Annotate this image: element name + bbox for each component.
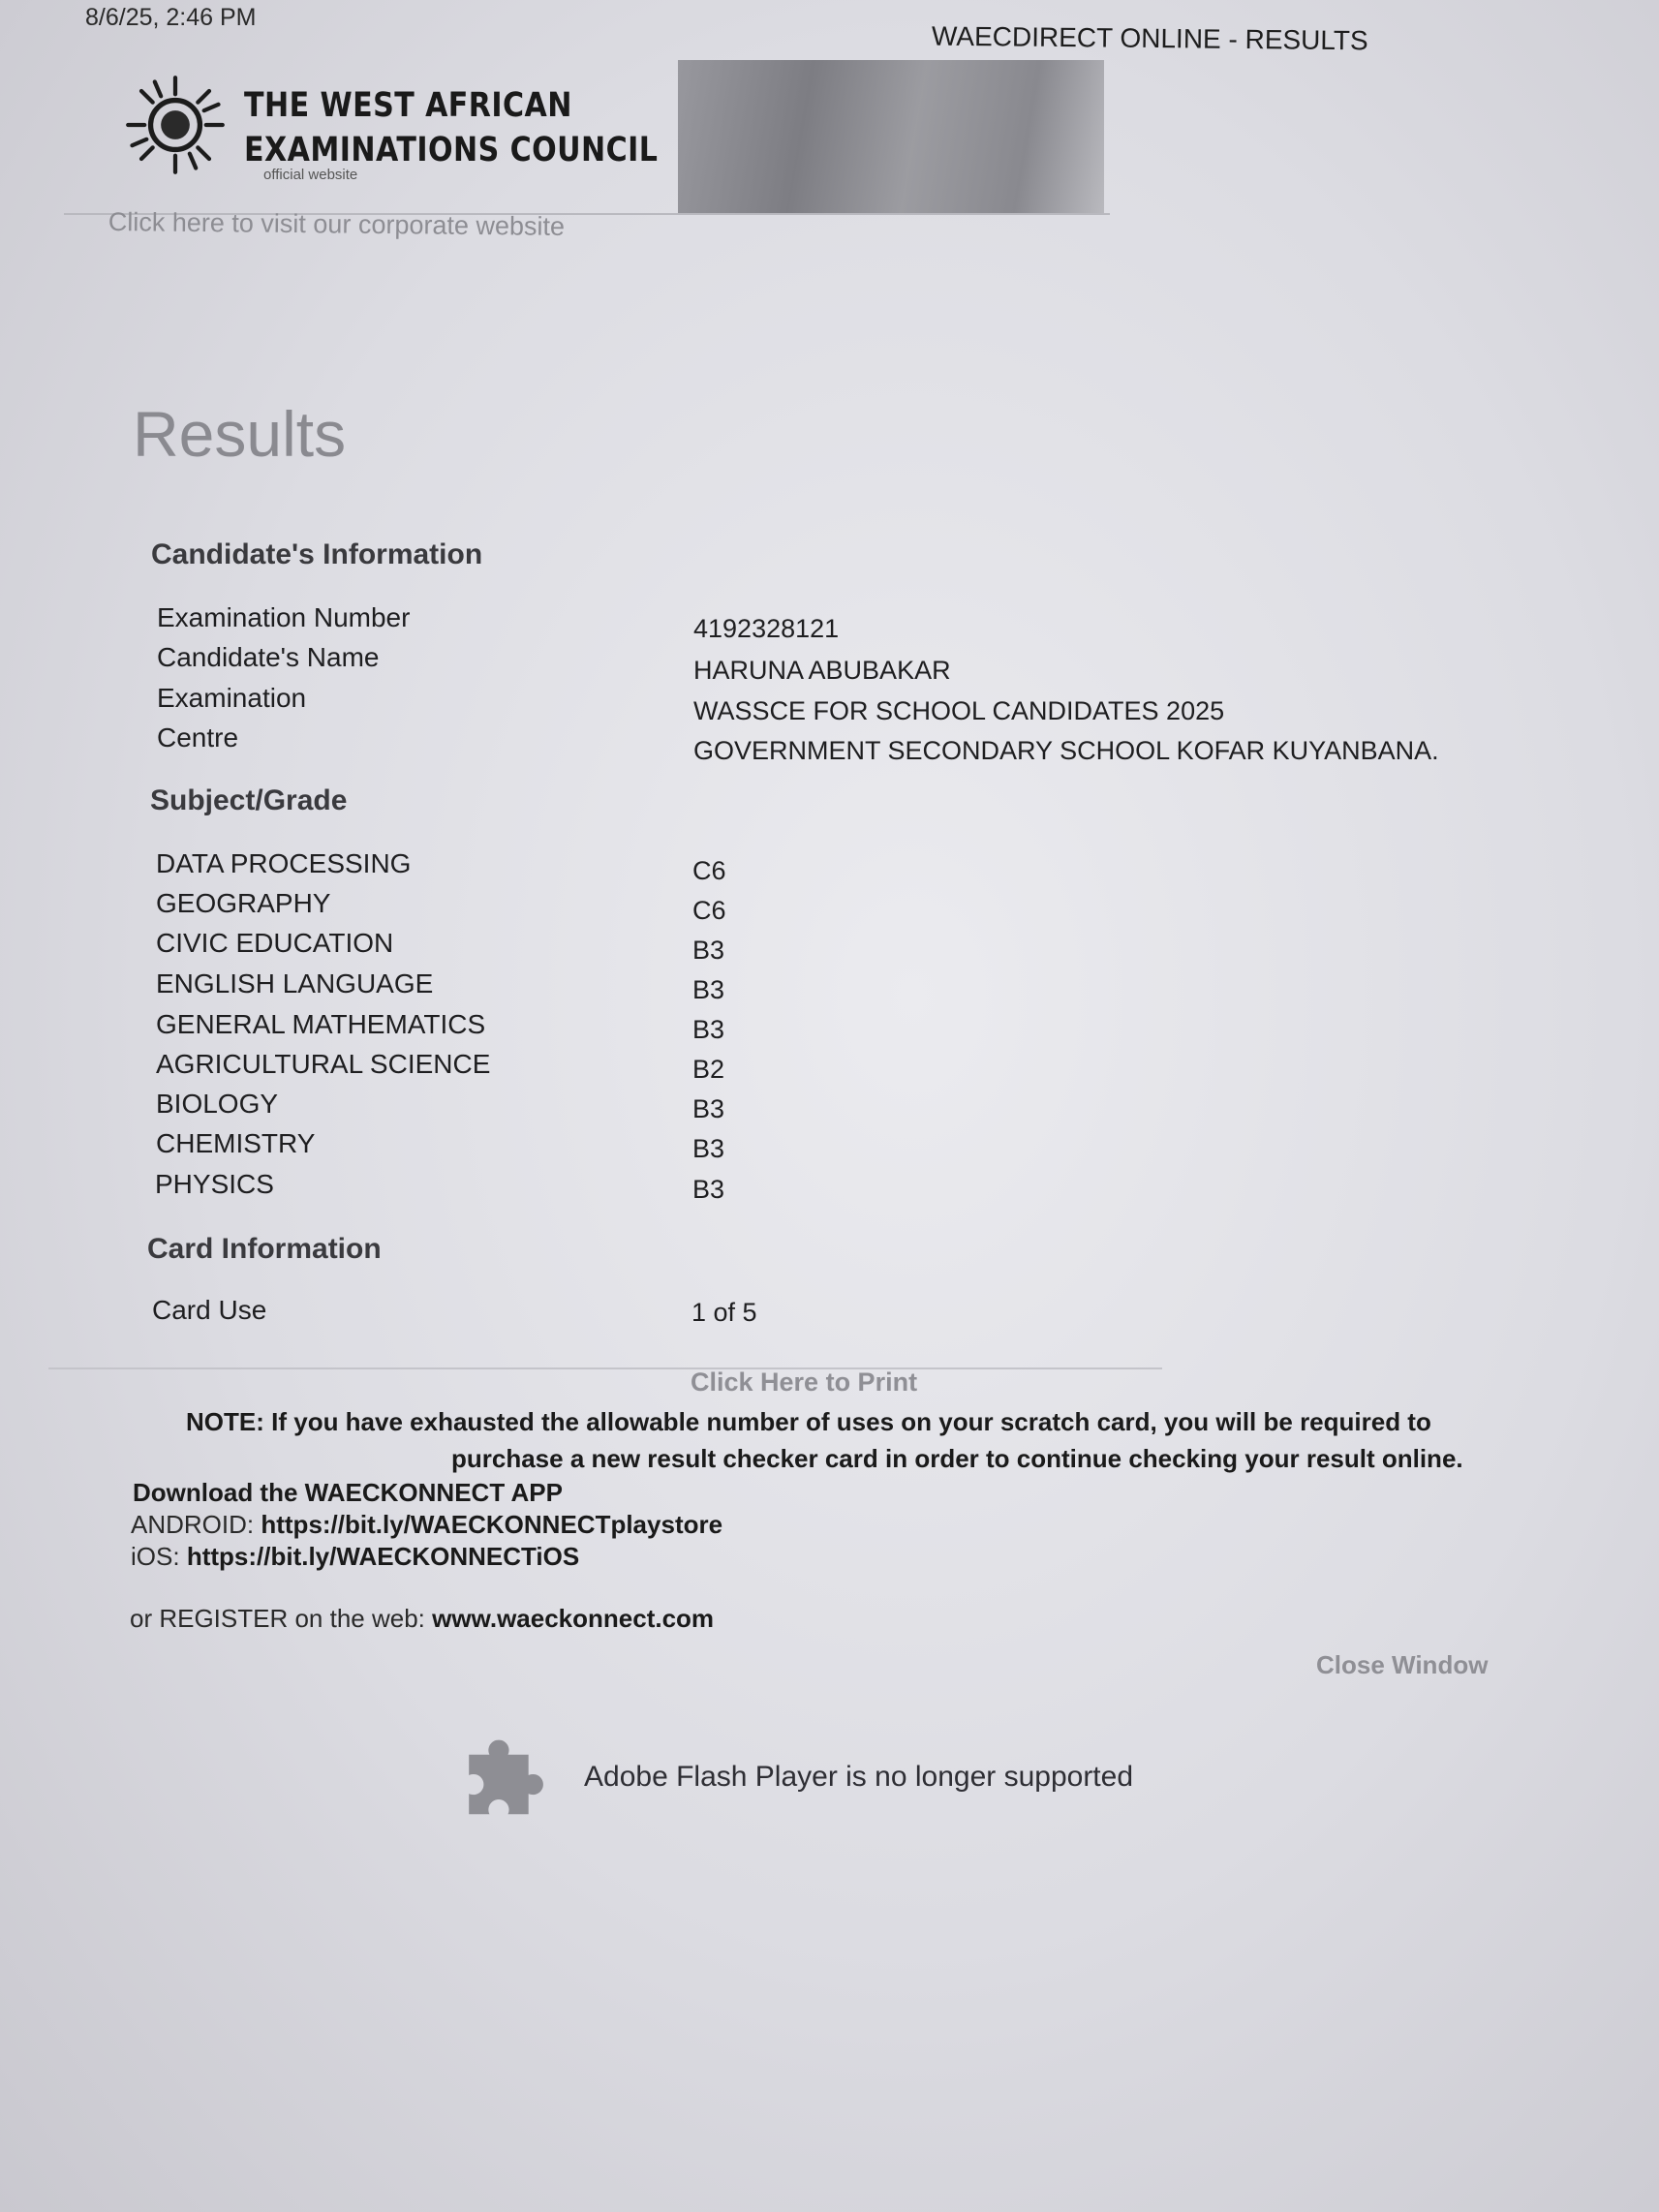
- subject-name: CHEMISTRY: [156, 1128, 316, 1158]
- candidate-name-label: Candidate's Name: [157, 642, 380, 672]
- card-use-value: 1 of 5: [691, 1298, 757, 1327]
- exam-number-label: Examination Number: [157, 602, 411, 632]
- subject-name: GENERAL MATHEMATICS: [156, 1009, 486, 1039]
- print-page-title: WAECDIRECT ONLINE - RESULTS: [931, 20, 1368, 56]
- subject-name: AGRICULTURAL SCIENCE: [156, 1049, 491, 1079]
- register-text: or REGISTER on the web:: [130, 1604, 425, 1633]
- note-text-line1: If you have exhausted the allowable number of uses on your scratch card, you will be required to: [271, 1407, 1431, 1436]
- subject-grade: C6: [692, 896, 726, 925]
- register-url-link[interactable]: www.waeckonnect.com: [432, 1604, 715, 1633]
- note-text-line2: purchase a new result checker card in order to continue checking your result online.: [451, 1444, 1463, 1473]
- org-tagline: official website: [263, 167, 358, 183]
- ios-url-link[interactable]: https://bit.ly/WAECKONNECTiOS: [186, 1542, 580, 1571]
- subject-grade: C6: [692, 856, 726, 885]
- centre-value: GOVERNMENT SECONDARY SCHOOL KOFAR KUYANBANA.: [693, 736, 1439, 765]
- org-name: [244, 83, 658, 172]
- subject-grade: B3: [692, 1175, 725, 1204]
- exam-number-value: 4192328121: [693, 614, 840, 643]
- android-row: [131, 1510, 722, 1540]
- ios-row: [131, 1542, 579, 1572]
- print-datetime: 8/6/25, 2:46 PM: [85, 4, 257, 31]
- grades-section-title: Subject/Grade: [150, 784, 348, 816]
- examination-value: WASSCE FOR SCHOOL CANDIDATES 2025: [693, 696, 1225, 725]
- subject-name: ENGLISH LANGUAGE: [156, 968, 434, 998]
- subject-name: CIVIC EDUCATION: [156, 928, 394, 958]
- subject-grade: B3: [692, 1015, 725, 1044]
- subject-grade: B3: [692, 1134, 725, 1163]
- page-title: Results: [133, 398, 347, 470]
- print-link[interactable]: Click Here to Print: [691, 1367, 918, 1397]
- header-banner-image: [678, 60, 1104, 215]
- subject-name: PHYSICS: [155, 1169, 274, 1199]
- register-row: [130, 1604, 714, 1634]
- subject-grade: B3: [692, 936, 725, 965]
- android-url-link[interactable]: https://bit.ly/WAECKONNECTplaystore: [261, 1510, 723, 1539]
- org-name-line1: THE WEST AFRICAN: [244, 86, 572, 125]
- card-divider: [48, 1367, 1162, 1369]
- subject-grade: B3: [692, 1094, 725, 1123]
- subject-name: GEOGRAPHY: [156, 888, 331, 918]
- candidate-section-title: Candidate's Information: [151, 538, 483, 570]
- card-use-label: Card Use: [152, 1295, 267, 1325]
- corporate-website-link[interactable]: Click here to visit our corporate website: [108, 207, 566, 241]
- waec-logo-icon: [124, 74, 227, 176]
- android-label: ANDROID:: [131, 1510, 255, 1539]
- examination-label: Examination: [157, 683, 307, 713]
- app-download-text: Download the WAECKONNECT APP: [133, 1478, 563, 1507]
- candidate-name-value: HARUNA ABUBAKAR: [693, 656, 951, 685]
- org-name-line2: EXAMINATIONS COUNCIL: [244, 131, 659, 169]
- flash-unsupported-message: Adobe Flash Player is no longer supported: [584, 1761, 1134, 1793]
- subject-name: DATA PROCESSING: [156, 848, 412, 878]
- note-line1: [186, 1407, 1431, 1437]
- ios-label: iOS:: [131, 1542, 180, 1571]
- note-prefix: NOTE:: [186, 1407, 264, 1436]
- close-window-link[interactable]: Close Window: [1316, 1650, 1489, 1679]
- subject-grade: B3: [692, 975, 725, 1004]
- subject-grade: B2: [692, 1055, 725, 1084]
- subject-name: BIOLOGY: [156, 1089, 279, 1119]
- puzzle-piece-icon: [448, 1724, 551, 1827]
- centre-label: Centre: [157, 722, 239, 753]
- card-section-title: Card Information: [147, 1233, 382, 1265]
